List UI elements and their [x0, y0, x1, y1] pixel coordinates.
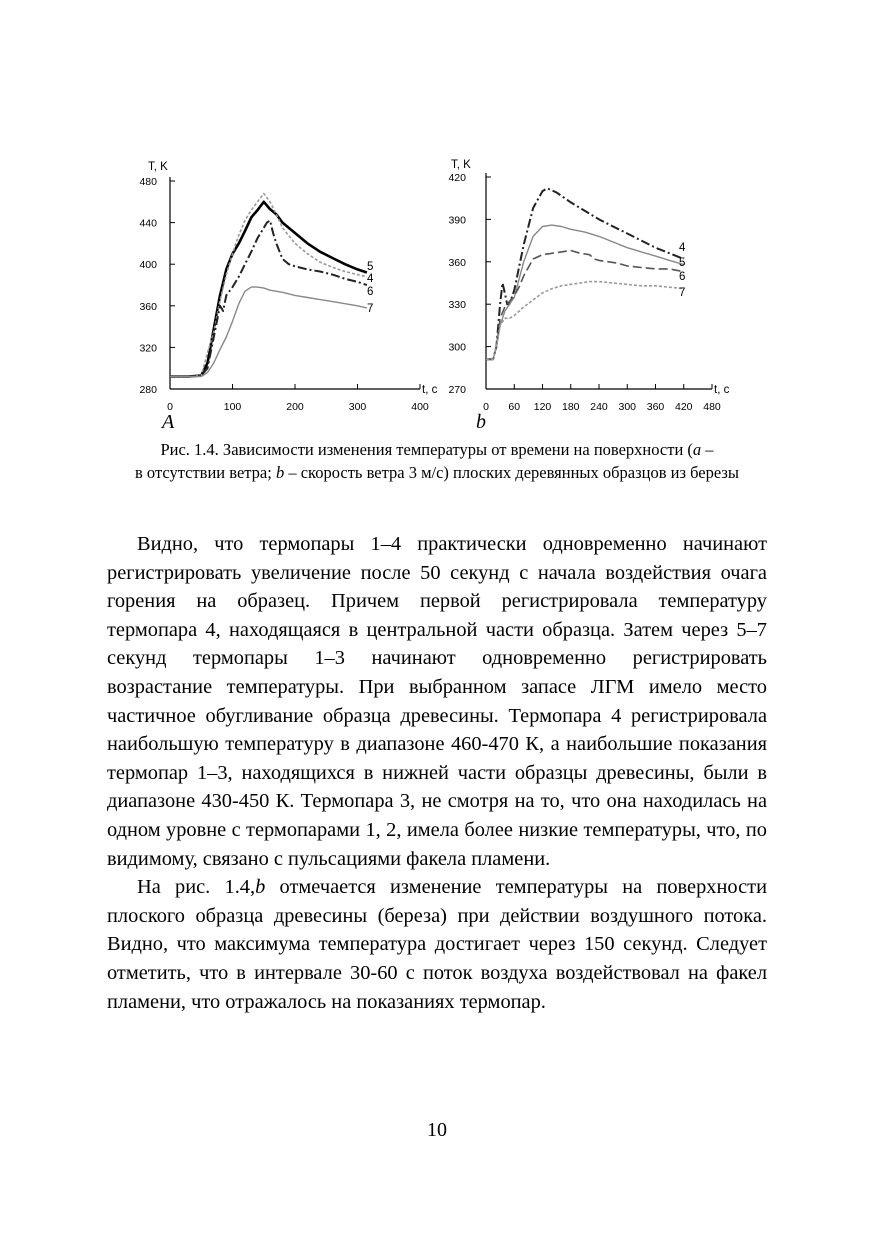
chart-b-y-tick-label: 390 — [448, 214, 466, 227]
chart-a-series-5-label: 5 — [367, 261, 374, 273]
chart-a-y-axis-title: T, K — [148, 161, 168, 173]
chart-a-series-7-line — [170, 287, 367, 376]
body-text — [107, 530, 767, 1016]
chart-b-series-5-label: 5 — [679, 257, 686, 269]
chart-b-panel-label: b — [476, 411, 486, 433]
chart-a-x-tick-label: 0 — [167, 401, 173, 413]
chart-b-series-6-line — [486, 251, 684, 360]
chart-b-x-tick-label: 360 — [646, 401, 665, 413]
figure-caption — [110, 438, 764, 484]
chart-a-series-6-label: 6 — [367, 286, 374, 298]
paragraph-2-start: На рис. 1.4, — [137, 876, 256, 899]
figure-svg — [0, 0, 874, 440]
chart-b-x-tick-label: 480 — [703, 401, 721, 413]
chart-a-y-tick-label: 280 — [139, 384, 157, 396]
chart-b-x-tick-label: 120 — [533, 401, 552, 413]
chart-a-y-tick-label: 400 — [139, 259, 157, 272]
caption-prefix: Рис. 1.4. Зависимости изменения температуры от времени на поверхности ( — [160, 440, 693, 459]
chart-a-x-tick-label: 100 — [223, 401, 242, 413]
chart-b-y-tick-label: 300 — [448, 341, 466, 354]
chart-b-y-tick-label: 360 — [448, 256, 466, 269]
chart-b-y-tick-label: 330 — [448, 299, 466, 312]
chart-b-series-4-label: 4 — [679, 242, 686, 254]
caption-mid: – — [701, 440, 714, 459]
chart-a-series-7-label: 7 — [367, 303, 374, 315]
chart-a-y-tick-label: 360 — [139, 300, 157, 313]
chart-a-x-tick-label: 300 — [348, 401, 367, 413]
chart-b-x-tick-label: 180 — [561, 401, 580, 413]
chart-a-series-6-line — [170, 221, 367, 377]
chart-b-y-axis-title: T, K — [451, 159, 471, 171]
caption-line2: в отсутствии ветра; — [135, 463, 276, 482]
chart-a-series-4-label: 4 — [367, 273, 374, 285]
chart-b-x-tick-label: 240 — [590, 401, 608, 413]
chart-b-series-4-line — [486, 188, 684, 359]
paragraph-1: Видно, что термопары 1–4 практически одновременно начинают регистрировать увеличение после 50 секунд с начала воздействия очага горения на образец. Причем первой регистрировала температуру термопара 4, находящаяся в центральной части образца. Затем через 5–7 секунд термопары 1–3 начинают одновременно регистрировать возрастание температуры. При выбранном запасе ЛГМ имело место частичное обугливание образца древесины. Термопара 4 регистрировала наибольшую температуру в диапазоне 460-470 К, а наибольшие показания термопар 1–3, находящихся в нижней части образцы древесины, были в диапазоне 430-450 К. Термопара 3, не смотря на то, что она находилась на одном уровне с термопарами 1, 2, имела более низкие температуры, что, по видимому, связано с пульсациями факела пламени. — [107, 533, 767, 870]
chart-b-x-tick-label: 420 — [674, 401, 693, 413]
chart-a-x-axis-title: t, c — [422, 384, 438, 396]
chart-b-y-tick-label: 270 — [448, 384, 466, 396]
paragraph-2 — [107, 873, 767, 1016]
chart-b-x-tick-label: 300 — [618, 401, 637, 413]
paragraph-2-italic-b: b — [255, 876, 266, 899]
chart-b-series-6-label: 6 — [679, 271, 686, 283]
caption-rest: – скорость ветра 3 м/с) плоских деревянных образцов из березы — [284, 463, 739, 482]
chart-a-x-tick-label: 400 — [411, 401, 429, 413]
chart-a-y-tick-label: 320 — [139, 342, 157, 355]
chart-b-y-tick-label: 420 — [448, 172, 466, 184]
page-number: 10 — [427, 1119, 447, 1141]
chart-b-series-7-label: 7 — [679, 287, 686, 299]
caption-a: a — [692, 440, 702, 459]
chart-a-panel-label: A — [162, 411, 175, 433]
paragraph-2-rest: отмечается изменение температуры на поверхности плоского образца древесины (береза) при действии воздушного потока. Видно, что максимума температура достигает через 150 секунд. Следует отметить, что в интервале 30-60 с поток воздуха воздействовал на факел пламени, что отражалось на показаниях термопар. — [107, 876, 767, 1013]
chart-a-y-tick-label: 480 — [139, 176, 157, 188]
chart-a-x-tick-label: 200 — [286, 401, 304, 413]
chart-b-x-tick-label: 0 — [483, 401, 489, 413]
caption-b: b — [275, 463, 285, 482]
chart-b-x-tick-label: 60 — [508, 401, 521, 413]
chart-b-x-axis-title: t, c — [714, 384, 730, 396]
chart-a-y-tick-label: 440 — [139, 217, 157, 230]
